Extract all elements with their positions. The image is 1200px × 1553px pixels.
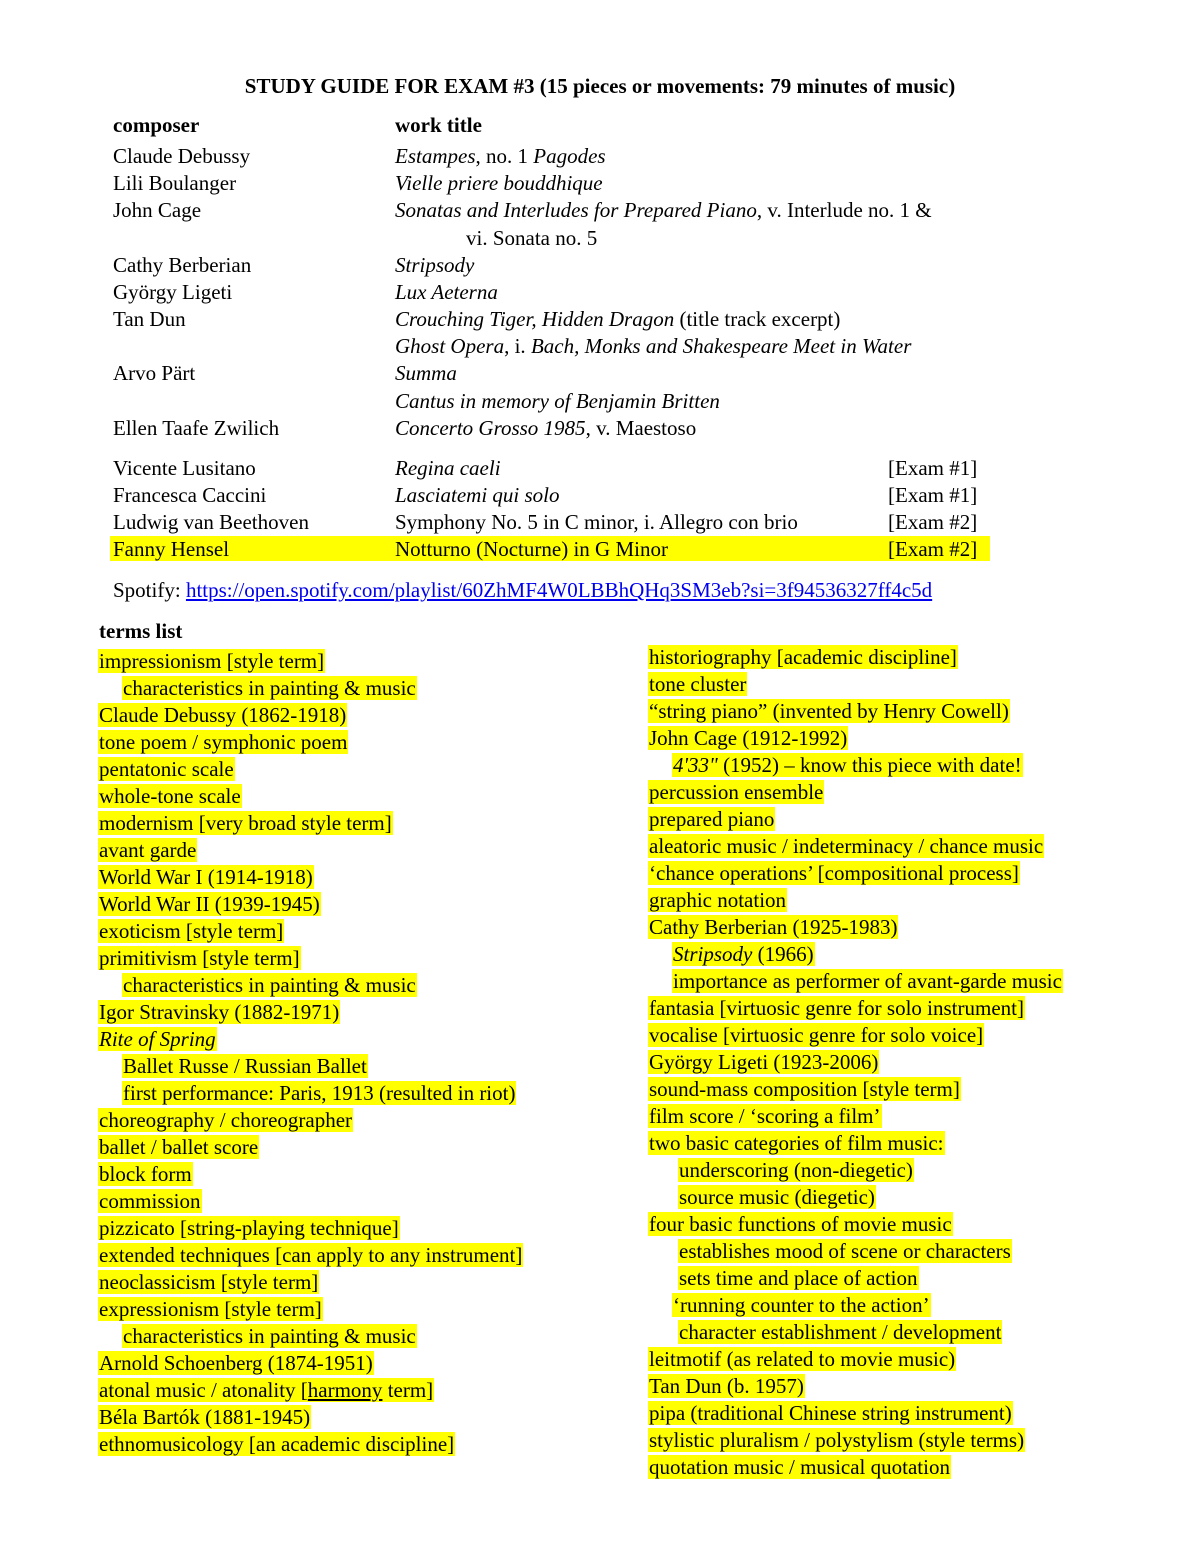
list-item: underscoring (non-diegetic)	[679, 1158, 913, 1182]
list-item: Arnold Schoenberg (1874-1951)	[99, 1351, 373, 1375]
table-row	[0, 279, 1200, 306]
list-item: primitivism [style term]	[99, 946, 300, 970]
work-title: Lux Aeterna	[395, 280, 498, 304]
list-item: exoticism [style term]	[99, 919, 284, 943]
table-row	[0, 415, 1200, 442]
work-title: Sonatas and Interludes for Prepared Piano, v. Interlude no. 1 &	[395, 198, 932, 222]
list-item: first performance: Paris, 1913 (resulted in riot)	[123, 1081, 516, 1105]
exam-note: [Exam #2]	[888, 537, 978, 561]
table-row	[0, 306, 1200, 333]
terms-column-right	[648, 644, 1063, 1481]
review-row-highlighted	[0, 536, 1200, 563]
list-item: pentatonic scale	[99, 757, 234, 781]
composer-name: Vicente Lusitano	[113, 456, 256, 480]
work-title-header: work title	[395, 113, 482, 137]
table-header	[0, 112, 1200, 139]
composer-name: Arvo Pärt	[113, 361, 196, 385]
list-item: ‘running counter to the action’	[673, 1293, 930, 1317]
list-item: characteristics in painting & music	[123, 973, 416, 997]
table-row-continuation	[0, 225, 1200, 252]
list-item: György Ligeti (1923-2006)	[649, 1050, 879, 1074]
work-title: Ghost Opera, i. Bach, Monks and Shakespeare Meet in Water	[395, 334, 912, 358]
table-row	[0, 360, 1200, 387]
list-item: World War I (1914-1918)	[99, 865, 313, 889]
terms-list-heading: terms list	[99, 619, 183, 643]
work-title: Notturno (Nocturne) in G Minor	[395, 537, 668, 561]
exam-note: [Exam #1]	[888, 483, 978, 507]
work-title: Summa	[395, 361, 457, 385]
list-item: quotation music / musical quotation	[649, 1455, 950, 1479]
table-row	[0, 388, 1200, 415]
composer-name: György Ligeti	[113, 280, 233, 304]
review-row	[0, 482, 1200, 509]
list-item: commission	[99, 1189, 201, 1213]
list-item: World War II (1939-1945)	[99, 892, 320, 916]
list-item: Ballet Russe / Russian Ballet	[123, 1054, 367, 1078]
work-title: Concerto Grosso 1985, v. Maestoso	[395, 416, 697, 440]
list-item: fantasia [virtuosic genre for solo instrument]	[649, 996, 1024, 1020]
terms-column-left	[98, 648, 523, 1458]
composer-name: Ludwig van Beethoven	[113, 510, 309, 534]
list-item: neoclassicism [style term]	[99, 1270, 319, 1294]
review-row	[0, 509, 1200, 536]
list-item: source music (diegetic)	[679, 1185, 875, 1209]
exam-note: [Exam #1]	[888, 456, 978, 480]
work-title: Stripsody	[395, 253, 475, 277]
list-item: Claude Debussy (1862-1918)	[99, 703, 347, 727]
work-title: Symphony No. 5 in C minor, i. Allegro con brio	[395, 510, 798, 534]
list-item: percussion ensemble	[649, 780, 824, 804]
list-item: extended techniques [can apply to any instrument]	[99, 1243, 523, 1267]
list-item: vocalise [virtuosic genre for solo voice]	[649, 1023, 984, 1047]
list-item: John Cage (1912-1992)	[649, 726, 848, 750]
composer-name: Tan Dun	[113, 307, 186, 331]
work-title: Vielle priere bouddhique	[395, 171, 603, 195]
list-item: four basic functions of movie music	[649, 1212, 952, 1236]
work-title: Lasciatemi qui solo	[395, 483, 560, 507]
list-item: Tan Dun (b. 1957)	[649, 1374, 804, 1398]
list-item: modernism [very broad style term]	[99, 811, 392, 835]
list-item: establishes mood of scene or characters	[679, 1239, 1011, 1263]
exam-note: [Exam #2]	[888, 510, 978, 534]
list-item: character establishment / development	[679, 1320, 1002, 1344]
list-item: characteristics in painting & music	[123, 676, 416, 700]
list-item: historiography [academic discipline]	[649, 645, 957, 669]
composer-name: Lili Boulanger	[113, 171, 237, 195]
page-title: STUDY GUIDE FOR EXAM #3 (15 pieces or movements: 79 minutes of music)	[244, 74, 956, 98]
work-title: Cantus in memory of Benjamin Britten	[395, 389, 720, 413]
list-item: leitmotif (as related to movie music)	[649, 1347, 956, 1371]
list-item: pipa (traditional Chinese string instrument)	[649, 1401, 1012, 1425]
list-item: avant garde	[99, 838, 197, 862]
list-item: graphic notation	[649, 888, 787, 912]
table-row	[0, 170, 1200, 197]
list-item: ballet / ballet score	[99, 1135, 259, 1159]
spotify-line	[113, 577, 932, 604]
list-item: tone cluster	[649, 672, 747, 696]
composer-name: John Cage	[113, 198, 202, 222]
work-title-continuation: vi. Sonata no. 5	[466, 226, 598, 250]
spotify-playlist-link[interactable]: https://open.spotify.com/playlist/60ZhMF4W0LBBhQHq3SM3eb?si=3f94536327ff4c5d	[185, 578, 933, 602]
list-item: whole-tone scale	[99, 784, 241, 808]
table-row	[0, 197, 1200, 224]
composer-name: Francesca Caccini	[113, 483, 267, 507]
list-item: ethnomusicology [an academic discipline]	[99, 1432, 455, 1456]
composer-name: Ellen Taafe Zwilich	[113, 416, 280, 440]
list-item: Rite of Spring	[99, 1027, 216, 1051]
list-item: importance as performer of avant-garde music	[673, 969, 1062, 993]
list-item: sound-mass composition [style term]	[649, 1077, 960, 1101]
list-item: ‘chance operations’ [compositional process]	[649, 861, 1019, 885]
composer-name: Cathy Berberian	[113, 253, 252, 277]
work-title: Regina caeli	[395, 456, 501, 480]
list-item: “string piano” (invented by Henry Cowell)	[649, 699, 1009, 723]
list-item: choreography / choreographer	[99, 1108, 353, 1132]
list-item: atonal music / atonality [harmony term]	[99, 1378, 434, 1402]
list-item: block form	[99, 1162, 192, 1186]
table-row	[0, 333, 1200, 360]
composer-name: Claude Debussy	[113, 144, 251, 168]
list-item: two basic categories of film music:	[649, 1131, 944, 1155]
table-row	[0, 143, 1200, 170]
list-item: Igor Stravinsky (1882-1971)	[99, 1000, 340, 1024]
composer-header: composer	[113, 113, 200, 137]
list-item: stylistic pluralism / polystylism (style terms)	[649, 1428, 1025, 1452]
list-item: film score / ‘scoring a film’	[649, 1104, 881, 1128]
composer-name: Fanny Hensel	[113, 537, 230, 561]
list-item: prepared piano	[649, 807, 775, 831]
work-title: Crouching Tiger, Hidden Dragon (title track excerpt)	[395, 307, 841, 331]
review-row	[0, 455, 1200, 482]
work-title: Estampes, no. 1 Pagodes	[395, 144, 606, 168]
list-item: tone poem / symphonic poem	[99, 730, 348, 754]
list-item: aleatoric music / indeterminacy / chance music	[649, 834, 1044, 858]
list-item: sets time and place of action	[679, 1266, 918, 1290]
spotify-label: Spotify:	[113, 578, 186, 602]
list-item: characteristics in painting & music	[123, 1324, 416, 1348]
list-item: Stripsody (1966)	[673, 942, 814, 966]
list-item: Cathy Berberian (1925-1983)	[649, 915, 898, 939]
list-item: pizzicato [string-playing technique]	[99, 1216, 399, 1240]
list-item: 4'33" (1952) – know this piece with date!	[673, 753, 1022, 777]
list-item: impressionism [style term]	[99, 649, 325, 673]
table-row	[0, 252, 1200, 279]
list-item: expressionism [style term]	[99, 1297, 322, 1321]
list-item: Béla Bartók (1881-1945)	[99, 1405, 311, 1429]
